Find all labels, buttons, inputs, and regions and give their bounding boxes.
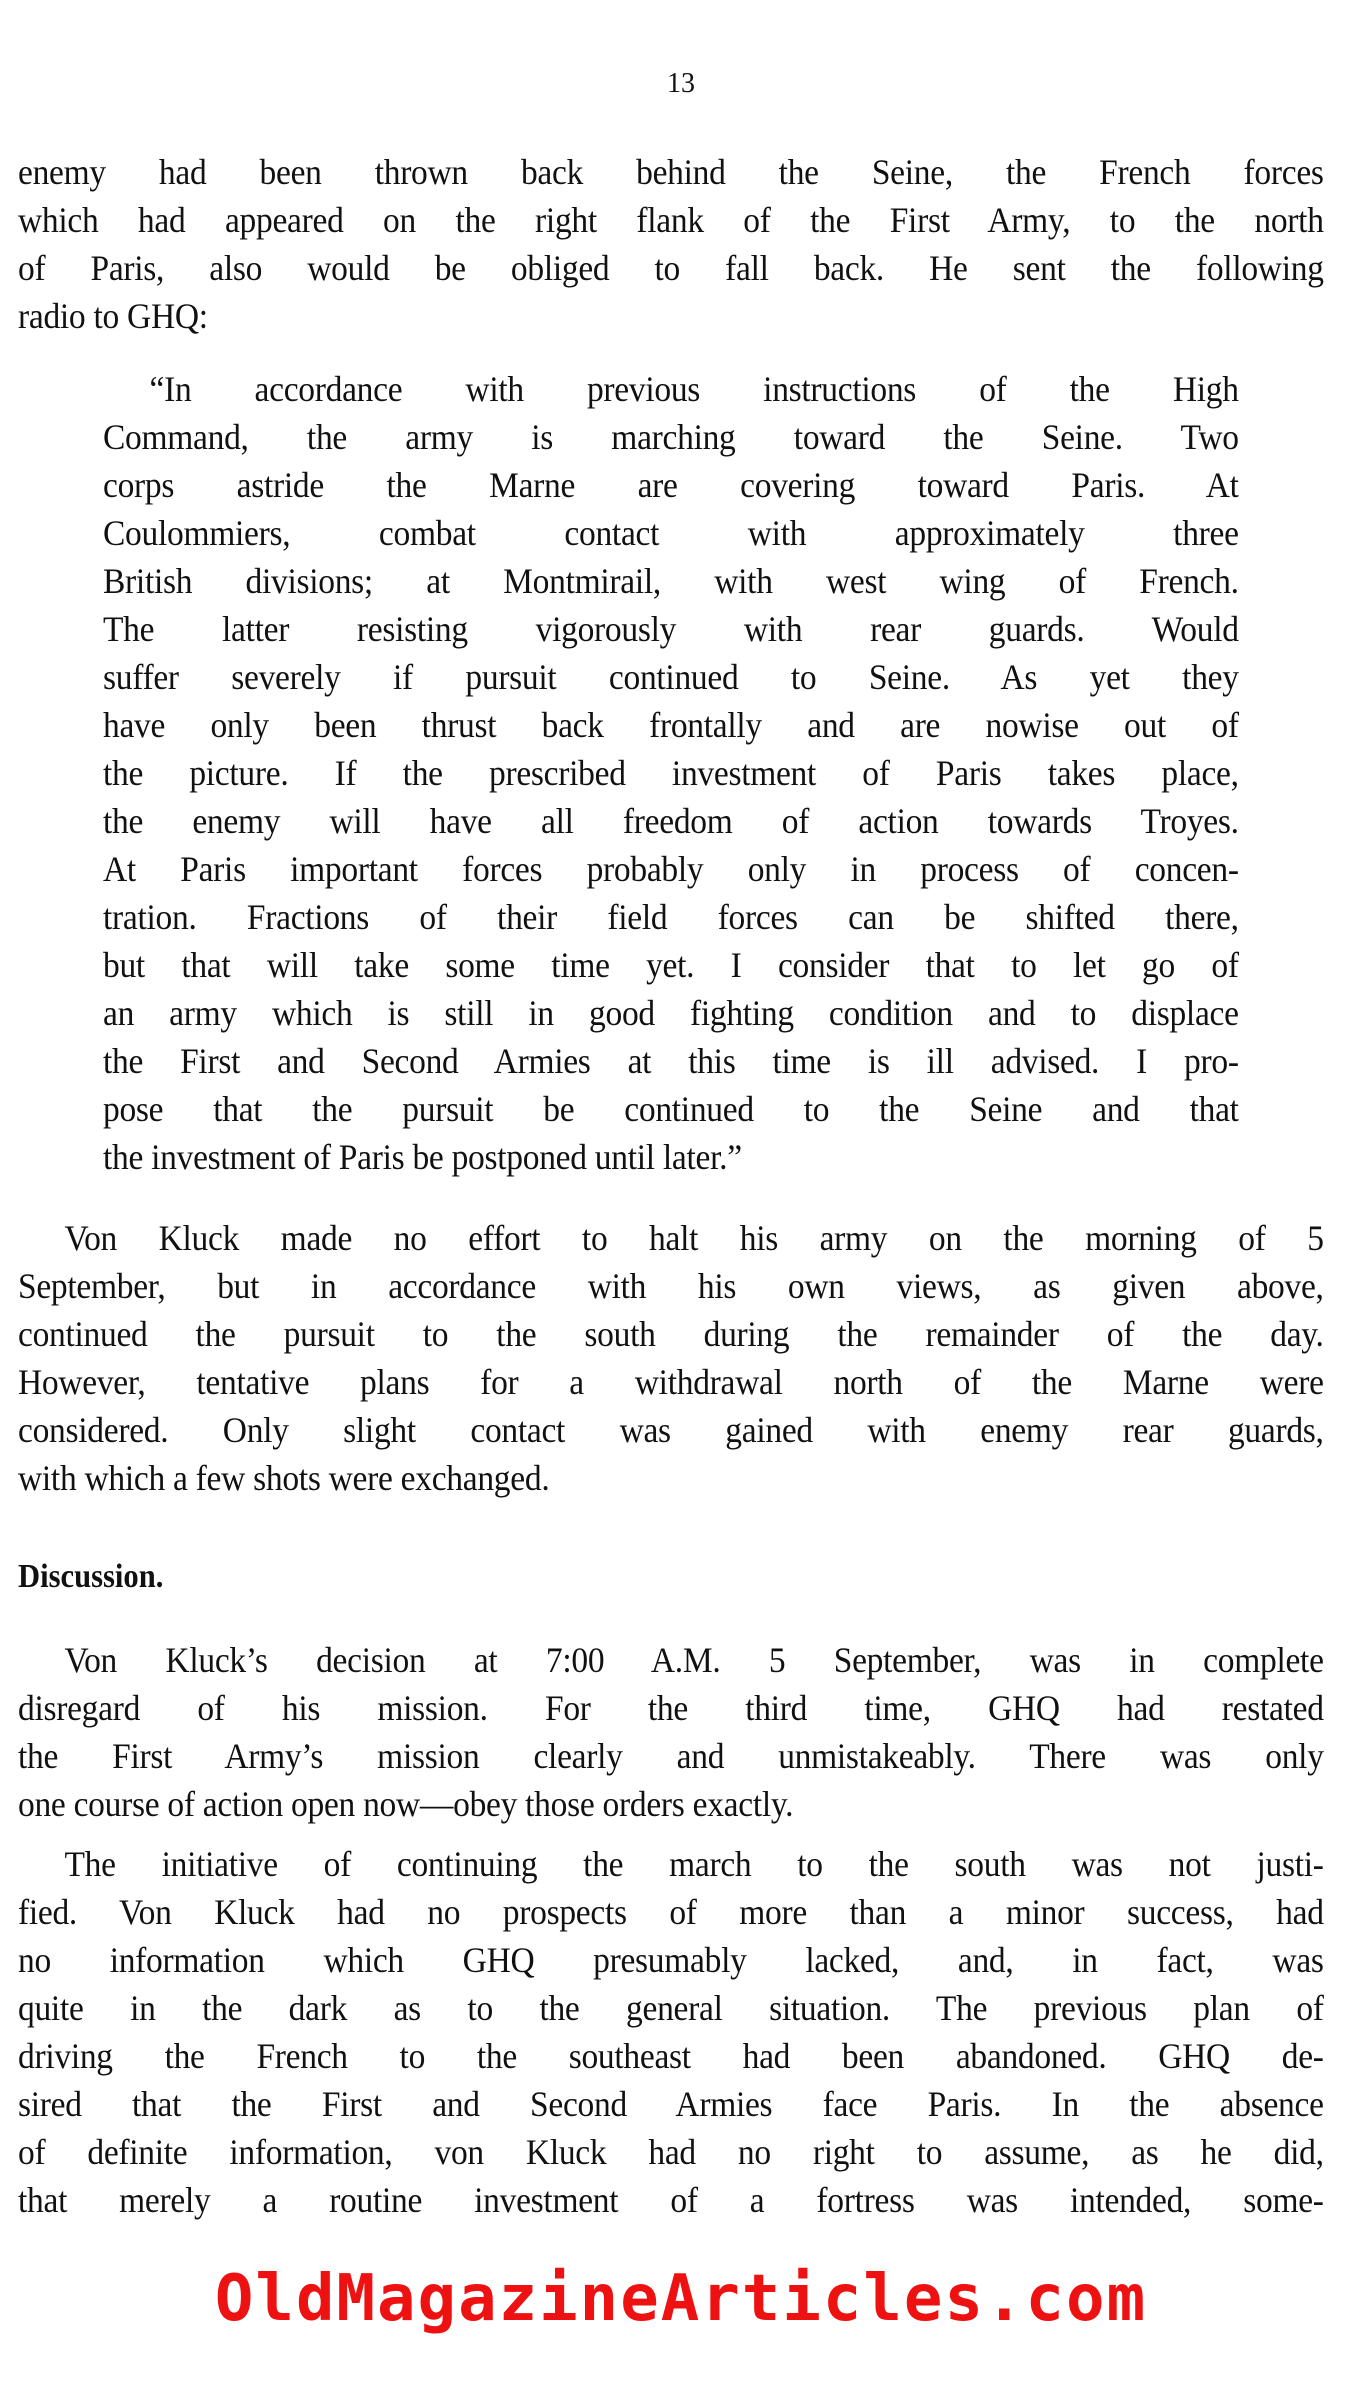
text-line: the enemy will have all freedom of action towards Troyes. — [103, 801, 1239, 841]
text-line: “In accordance with previous instructions of the High — [149, 369, 1239, 409]
text-line: one course of action open now—obey those orders exactly. — [18, 1784, 794, 1824]
text-line: that merely a routine investment of a fortress was intended, some- — [18, 2180, 1324, 2220]
text-line: The initiative of continuing the march to the south was not justi- — [64, 1844, 1324, 1884]
text-line: Von Kluck made no effort to halt his army on the morning of 5 — [64, 1218, 1324, 1258]
text-line: fied. Von Kluck had no prospects of more than a minor success, had — [18, 1892, 1324, 1932]
text-line: September, but in accordance with his own views, as given above, — [18, 1266, 1324, 1306]
text-line: the First Army’s mission clearly and unmistakeably. There was only — [18, 1736, 1324, 1776]
paragraph-2 — [18, 1214, 1324, 1502]
block-quote — [103, 365, 1239, 1181]
page-number: 13 — [667, 68, 695, 99]
text-line: The latter resisting vigorously with rear guards. Would — [103, 609, 1239, 649]
text-line: of Paris, also would be obliged to fall back. He sent the following — [18, 248, 1324, 288]
text-line: which had appeared on the right flank of the First Army, to the north — [18, 200, 1324, 240]
text-line: However, tentative plans for a withdrawal north of the Marne were — [18, 1362, 1324, 1402]
text-line: quite in the dark as to the general situation. The previous plan of — [18, 1988, 1324, 2028]
text-line: considered. Only slight contact was gained with enemy rear guards, — [18, 1410, 1324, 1450]
text-line: radio to GHQ: — [18, 296, 208, 336]
text-line: Command, the army is marching toward the Seine. Two — [103, 417, 1239, 457]
text-line: Von Kluck’s decision at 7:00 A.M. 5 September, was in complete — [64, 1640, 1324, 1680]
paragraph-3 — [18, 1636, 1324, 1828]
paragraph-4 — [18, 1840, 1324, 2224]
text-line: corps astride the Marne are covering toward Paris. At — [103, 465, 1239, 505]
text-line: sired that the First and Second Armies face Paris. In the absence — [18, 2084, 1324, 2124]
text-line: the First and Second Armies at this time is ill advised. I pro- — [103, 1041, 1239, 1081]
paragraph-1 — [18, 148, 1324, 340]
watermark-logo: OldMagazineArticles.com — [214, 2262, 1148, 2336]
text-line: continued the pursuit to the south during the remainder of the day. — [18, 1314, 1324, 1354]
text-line: tration. Fractions of their field forces can be shifted there, — [103, 897, 1239, 937]
text-line: the picture. If the prescribed investment of Paris takes place, — [103, 753, 1239, 793]
text-line: At Paris important forces probably only in process of concen- — [103, 849, 1239, 889]
text-line: pose that the pursuit be continued to the Seine and that — [103, 1089, 1239, 1129]
text-line: disregard of his mission. For the third time, GHQ had restated — [18, 1688, 1324, 1728]
text-line: of definite information, von Kluck had no right to assume, as he did, — [18, 2132, 1324, 2172]
text-line: but that will take some time yet. I consider that to let go of — [103, 945, 1239, 985]
text-line: British divisions; at Montmirail, with west wing of French. — [103, 561, 1239, 601]
text-line: no information which GHQ presumably lacked, and, in fact, was — [18, 1940, 1324, 1980]
text-line: have only been thrust back frontally and are nowise out of — [103, 705, 1239, 745]
text-line: driving the French to the southeast had been abandoned. GHQ de- — [18, 2036, 1324, 2076]
text-line: an army which is still in good fighting condition and to displace — [103, 993, 1239, 1033]
text-line: Coulommiers, combat contact with approximately three — [103, 513, 1239, 553]
section-heading: Discussion. — [18, 1558, 164, 1595]
text-line: with which a few shots were exchanged. — [18, 1458, 550, 1498]
text-line: the investment of Paris be postponed until later.” — [103, 1137, 742, 1177]
text-line: enemy had been thrown back behind the Seine, the French forces — [18, 152, 1324, 192]
text-line: suffer severely if pursuit continued to Seine. As yet they — [103, 657, 1239, 697]
